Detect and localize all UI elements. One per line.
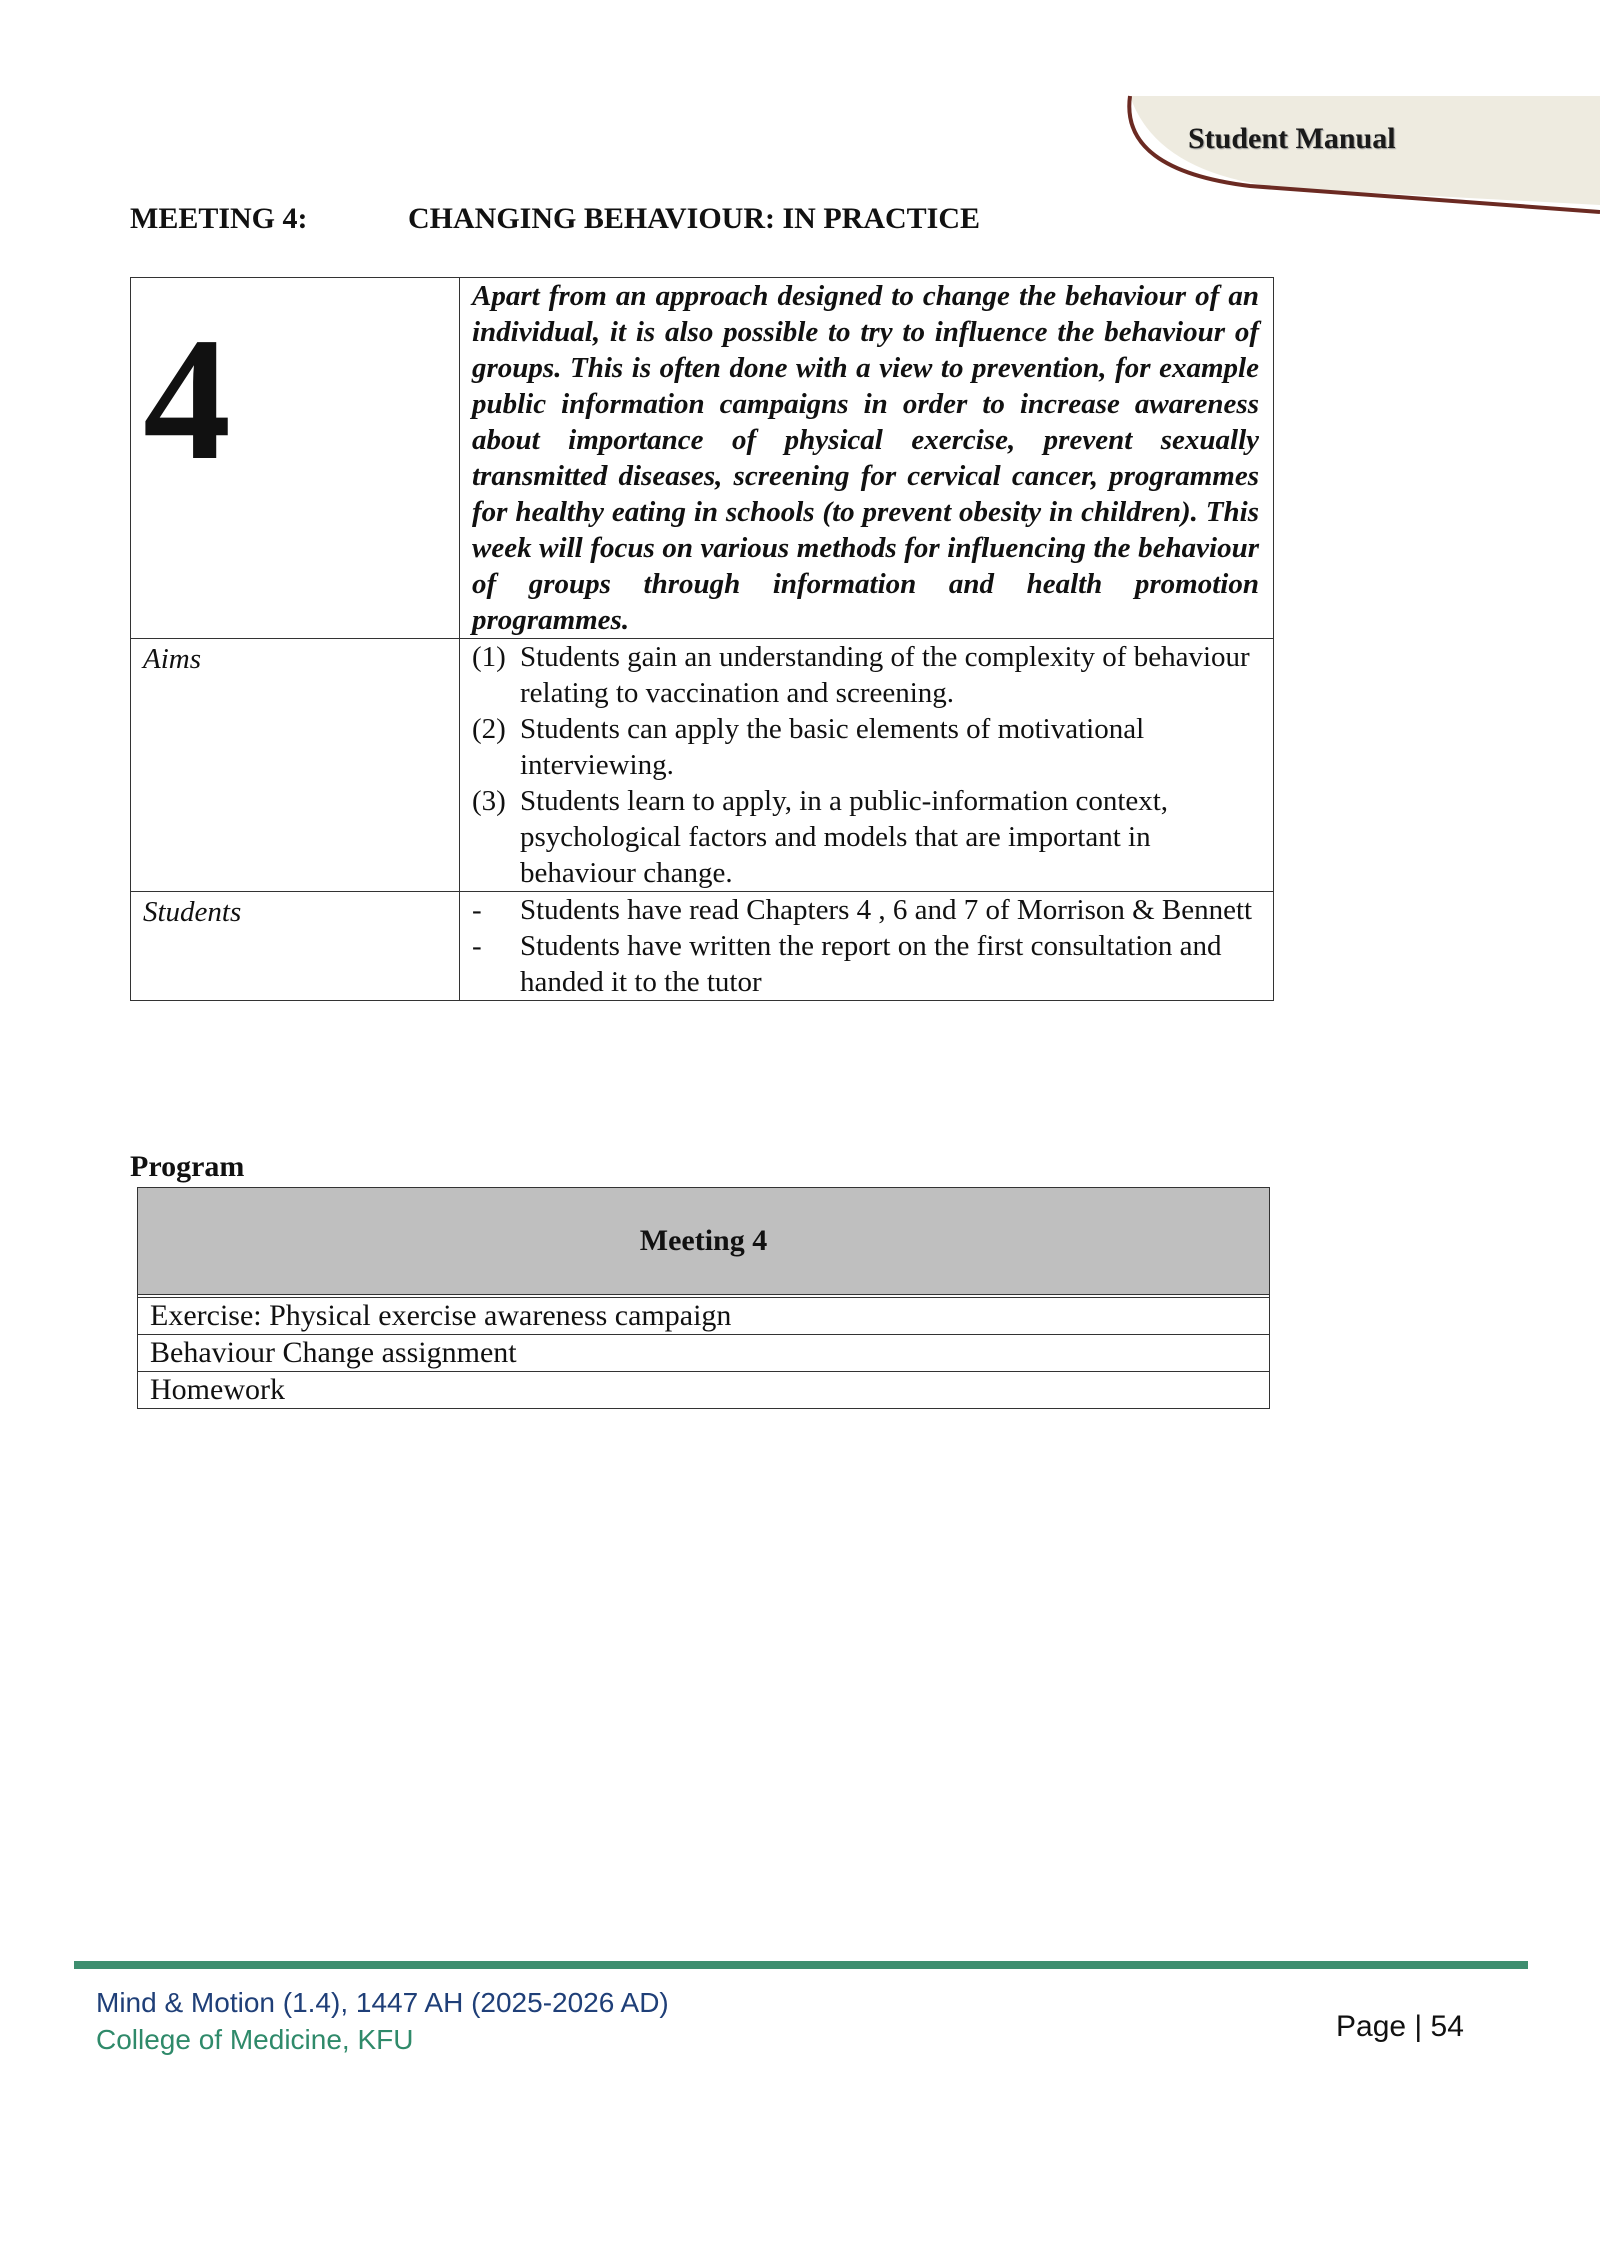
table-row [138,1335,1270,1372]
program-title: Program [130,1150,245,1183]
header-tab [1120,0,1600,215]
students-row [131,892,1274,1001]
aims-list [460,639,1273,891]
list-marker: (2) [472,713,506,745]
footer-divider [74,1961,1528,1969]
table-row [138,1372,1270,1409]
students-list [460,892,1273,1000]
header-tab-shape [1120,0,1600,215]
program-row-text: Exercise: Physical exercise awareness campaign [138,1298,1270,1335]
program-header-row [138,1188,1270,1295]
aims-label: Aims [143,643,201,675]
intro-cell [460,278,1274,639]
students-label-cell [131,892,460,1001]
intro-row [131,278,1274,639]
header-label: Student Manual [1188,122,1396,155]
meeting-info-table [130,277,1274,1001]
list-item [472,639,1263,711]
meeting-number: MEETING 4: [130,202,308,235]
list-item-text: Students gain an understanding of the complexity of behaviour relating to vaccination and screening. [520,641,1250,709]
list-item [472,711,1263,783]
list-marker: - [472,930,482,962]
list-item-text: Students learn to apply, in a public-information context, psychological factors and models that are important in behaviour change. [520,785,1169,889]
students-label: Students [143,896,242,928]
page-number: Page | 54 [1336,2010,1464,2043]
footer-course-info: Mind & Motion (1.4), 1447 AH (2025-2026 AD) [96,1987,669,2018]
list-item [472,892,1263,928]
table-row [138,1298,1270,1335]
program-table [137,1187,1270,1409]
big-number: 4 [143,302,231,497]
intro-text: Apart from an approach designed to change the behaviour of an individual, it is also possible to try to influence the behaviour of groups. This is often done with a view to prevention, for example public information campaigns in order to increase awareness about importance of physical exercise, prevent sexually transmitted diseases, screening for cervical cancer, programmes for healthy eating in schools (to prevent obesity in children). This week will focus on various methods for influencing the behaviour of groups through information and health promotion programmes. [472,280,1259,636]
meeting-title: CHANGING BEHAVIOUR: IN PRACTICE [408,202,981,235]
program-row-text: Behaviour Change assignment [138,1335,1270,1372]
list-item-text: Students can apply the basic elements of motivational interviewing. [520,713,1145,781]
aims-label-cell [131,639,460,892]
list-item [472,783,1263,891]
list-item-text: Students have read Chapters 4 , 6 and 7 of Morrison & Bennett [520,894,1253,926]
aims-cell [460,639,1274,892]
aims-row [131,639,1274,892]
big-number-cell [131,278,460,639]
list-marker: (3) [472,785,506,817]
program-header: Meeting 4 [138,1188,1270,1295]
footer-college: College of Medicine, KFU [96,2024,414,2055]
list-marker: - [472,894,482,926]
list-marker: (1) [472,641,506,673]
list-item-text: Students have written the report on the first consultation and handed it to the tutor [520,930,1222,998]
students-cell [460,892,1274,1001]
program-row-text: Homework [138,1372,1270,1409]
list-item [472,928,1263,1000]
